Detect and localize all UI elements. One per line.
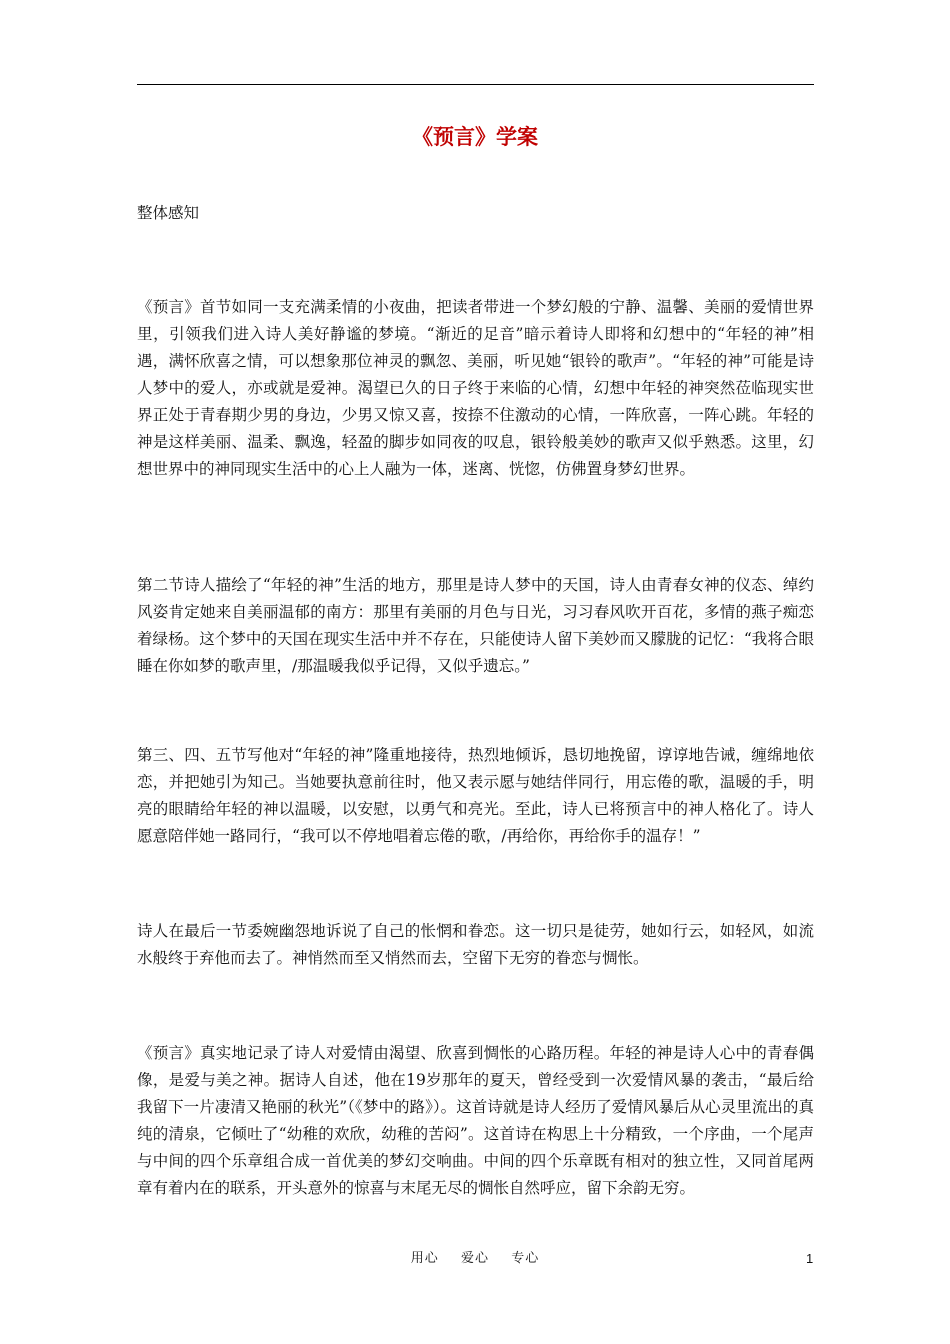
paragraph-4: 诗人在最后一节委婉幽怨地诉说了自己的怅惘和眷恋。这一切只是徒劳，她如行云，如轻风，如流水般终于弃他而去了。神悄然而至又悄然而去，空留下无穷的眷恋与惆怅。 <box>137 922 814 967</box>
paragraph-3: 第三、四、五节写他对“年轻的神”隆重地接待，热烈地倾诉，恳切地挽留，谆谆地告诫，缠绵地依恋，并把她引为知己。当她要执意前往时，他又表示愿与她结伴同行，用忘倦的歌，温暖的手，明亮的眼睛给年轻的神以温暖，以安慰，以勇气和亮光。至此，诗人已将预言中的神人格化了。诗人愿意陪伴她一路同行，“我可以不停地唱着忘倦的歌，/再给你，再给你手的温存！” <box>137 746 814 845</box>
paragraph-2: 第二节诗人描绘了“年轻的神”生活的地方，那里是诗人梦中的天国，诗人由青春女神的仪态、绰约风姿肯定她来自美丽温郁的南方：那里有美丽的月色与日光，习习春风吹开百花，多情的燕子痴恋着绿杨。这个梦中的天国在现实生活中并不存在，只能使诗人留下美妙而又朦胧的记忆：“我将合眼睡在你如梦的歌声里，/那温暖我似乎记得，又似乎遗忘。” <box>137 576 814 675</box>
section-heading: 整体感知 <box>137 204 200 222</box>
paragraph-5: 《预言》真实地记录了诗人对爱情由渴望、欣喜到惆怅的心路历程。年轻的神是诗人心中的青春偶像，是爱与美之神。据诗人自述，他在19岁那年的夏天，曾经受到一次爱情风暴的袭击，“最后给我留下一片凄清又艳丽的秋光”（《梦中的路》）。这首诗就是诗人经历了爱情风暴后从心灵里流出的真纯的清泉，它倾吐了“幼稚的欢欣，幼稚的苦闷”。这首诗在构思上十分精致，一个序曲，一个尾声与中间的四个乐章组合成一首优美的梦幻交响曲。中间的四个乐章既有相对的独立性，又同首尾两章有着内在的联系，开头意外的惊喜与末尾无尽的惆怅自然呼应，留下余韵无穷。 <box>137 1044 814 1197</box>
paragraph-1: 《预言》首节如同一支充满柔情的小夜曲，把读者带进一个梦幻般的宁静、温馨、美丽的爱情世界里，引领我们进入诗人美好静谧的梦境。“渐近的足音”暗示着诗人即将和幻想中的“年轻的神”相遇，满怀欣喜之情，可以想象那位神灵的飘忽、美丽，听见她“银铃的歌声”。“年轻的神”可能是诗人梦中的爱人，亦或就是爱神。渴望已久的日子终于来临的心情，幻想中年轻的神突然莅临现实世界正处于青春期少男的身边，少男又惊又喜，按捺不住激动的心情，一阵欣喜，一阵心跳。年轻的神是这样美丽、温柔、飘逸，轻盈的脚步如同夜的叹息，银铃般美妙的歌声又似乎熟悉。这里，幻想世界中的神同现实生活中的心上人融为一体，迷离、恍惚，仿佛置身梦幻世界。 <box>137 298 814 478</box>
footer-text: 用心 爱心 专心 <box>410 1251 540 1266</box>
document-title: 《预言》学案 <box>412 124 538 149</box>
header-rule <box>137 84 814 85</box>
page-number: 1 <box>806 1251 814 1266</box>
